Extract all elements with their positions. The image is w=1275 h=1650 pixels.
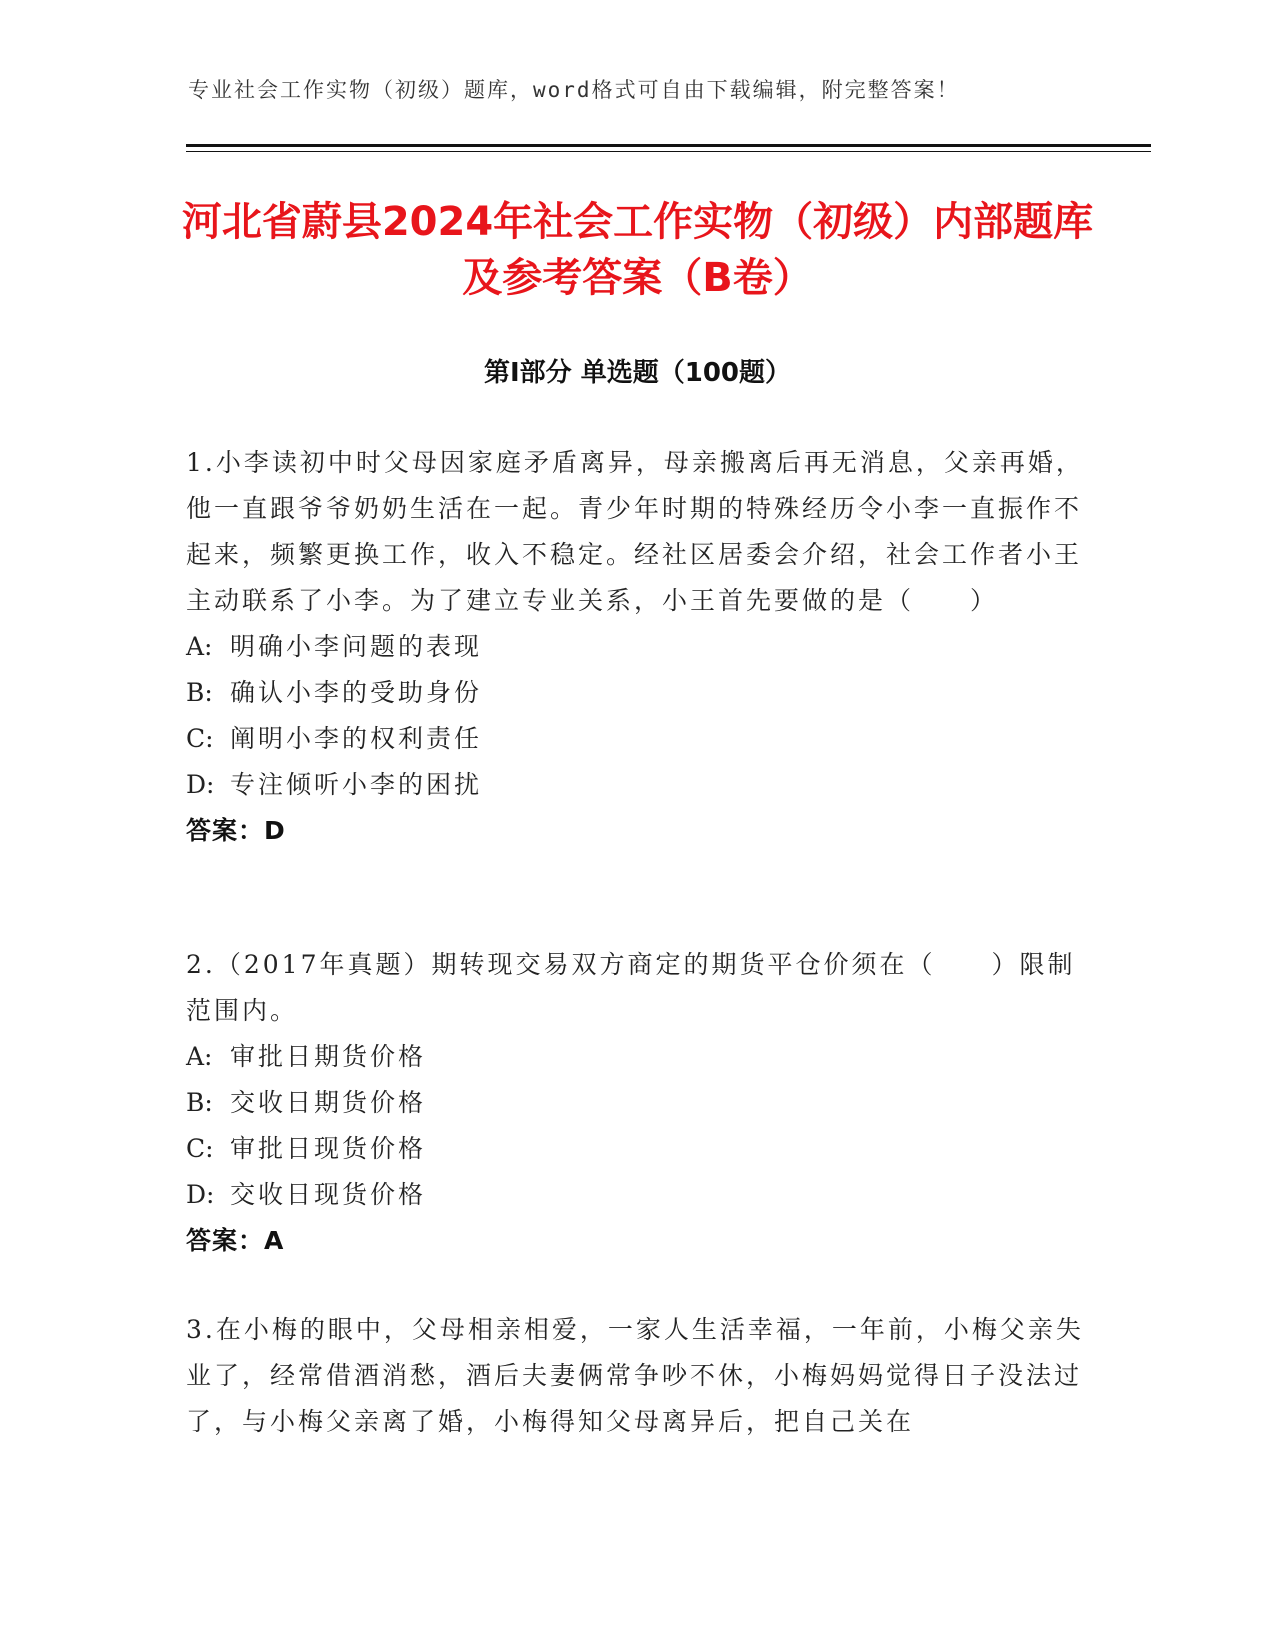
option-letter: B: bbox=[186, 1088, 213, 1117]
option-text: 明确小李问题的表现 bbox=[230, 632, 483, 661]
option-a bbox=[186, 1034, 1086, 1080]
option-text: 交收日期货价格 bbox=[230, 1088, 427, 1117]
option-letter: A: bbox=[186, 632, 213, 661]
question-stem: 1.小李读初中时父母因家庭矛盾离异，母亲搬离后再无消息，父亲再婚，他一直跟爷爷奶奶生活在一起。青少年时期的特殊经历令小李一直振作不起来，频繁更换工作，收入不稳定。经社区居委会介绍，社会工作者小王主动联系了小李。为了建立专业关系，小王首先要做的是（ ） bbox=[186, 448, 1084, 615]
option-letter: A: bbox=[186, 1042, 213, 1071]
section-title: 第Ⅰ部分 单选题（100题） bbox=[484, 358, 791, 388]
header-note: 专业社会工作实物（初级）题库，word格式可自由下载编辑，附完整答案！ bbox=[188, 78, 960, 102]
option-b bbox=[186, 1080, 1086, 1126]
option-text: 确认小李的受助身份 bbox=[230, 678, 483, 707]
question-1 bbox=[186, 440, 1086, 854]
option-d bbox=[186, 762, 1086, 808]
option-text: 审批日现货价格 bbox=[230, 1134, 427, 1163]
option-c bbox=[186, 1126, 1086, 1172]
answer-label: 答案：A bbox=[186, 1226, 285, 1255]
answer-label: 答案：D bbox=[186, 816, 286, 845]
header-rule-thick bbox=[186, 144, 1151, 147]
question-stem: 3.在小梅的眼中，父母相亲相爱，一家人生活幸福，一年前，小梅父亲失业了，经常借酒消愁，酒后夫妻俩常争吵不休，小梅妈妈觉得日子没法过了，与小梅父亲离了婚，小梅得知父母离异后，把自己关在 bbox=[186, 1315, 1084, 1436]
option-letter: D: bbox=[186, 1180, 215, 1209]
header-rule-thin bbox=[186, 151, 1151, 152]
option-d bbox=[186, 1172, 1086, 1218]
option-c bbox=[186, 716, 1086, 762]
option-a bbox=[186, 624, 1086, 670]
question-3 bbox=[186, 1307, 1086, 1445]
option-text: 阐明小李的权利责任 bbox=[230, 724, 483, 753]
question-2 bbox=[186, 942, 1086, 1264]
option-letter: D: bbox=[186, 770, 215, 799]
option-text: 交收日现货价格 bbox=[230, 1180, 427, 1209]
option-text: 审批日期货价格 bbox=[230, 1042, 427, 1071]
option-letter: B: bbox=[186, 678, 213, 707]
document-title: 河北省蔚县2024年社会工作实物（初级）内部题库及参考答案（B卷） bbox=[181, 199, 1094, 301]
option-text: 专注倾听小李的困扰 bbox=[230, 770, 483, 799]
option-letter: C: bbox=[186, 1134, 214, 1163]
option-letter: C: bbox=[186, 724, 214, 753]
option-b bbox=[186, 670, 1086, 716]
question-stem: 2.（2017年真题）期转现交易双方商定的期货平仓价须在（ ）限制范围内。 bbox=[186, 950, 1076, 1025]
